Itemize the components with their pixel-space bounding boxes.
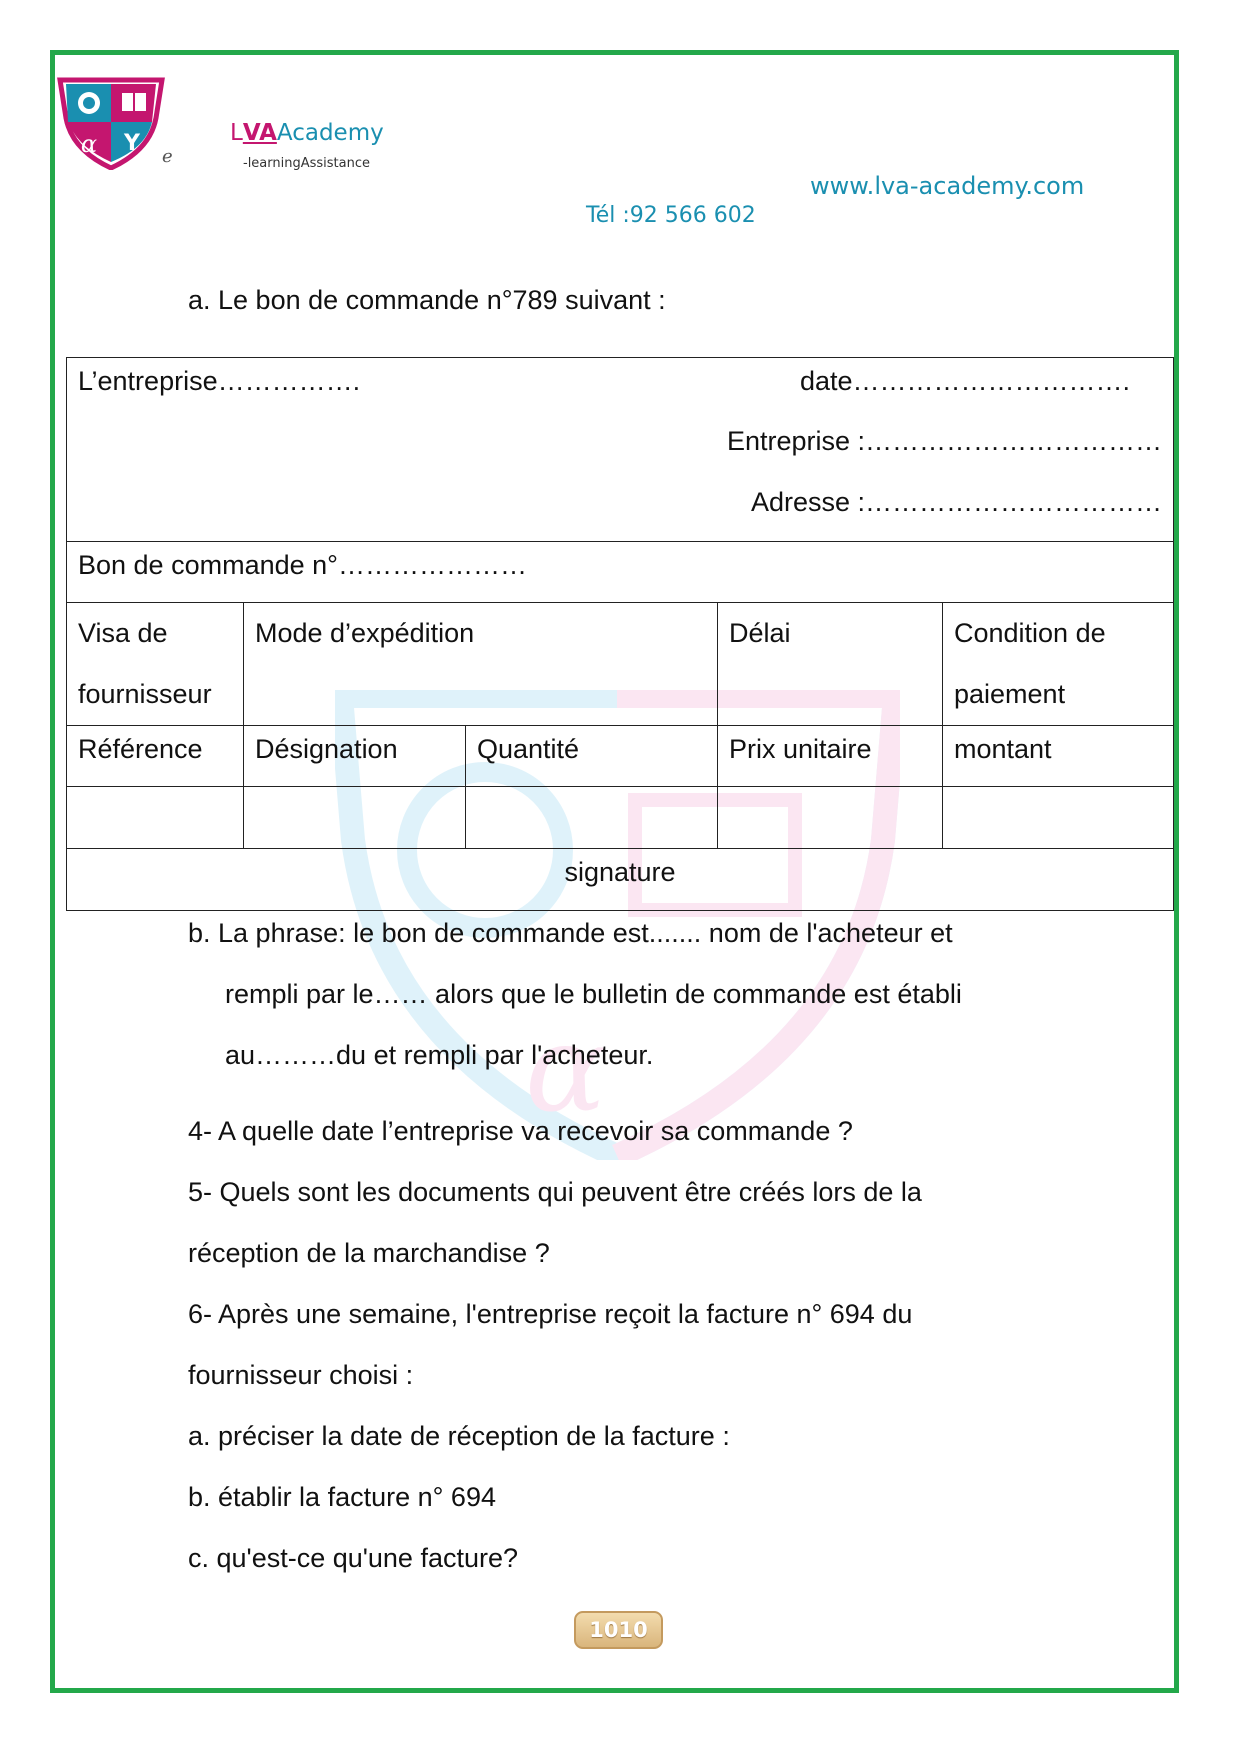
column-header-unit-price: Prix unitaire	[718, 726, 943, 787]
column-header-amount: montant	[943, 726, 1174, 787]
signature-cell: signature	[67, 849, 1174, 911]
section-b-line1: b. La phrase: le bon de commande est....... nom de l'acheteur et	[188, 918, 953, 948]
question-5-line1: 5- Quels sont les documents qui peuvent être créés lors de la	[188, 1177, 922, 1207]
svg-text:α: α	[525, 1000, 607, 1139]
date-field: date………………………….	[800, 366, 1131, 396]
payment-label-line1: Condition de	[954, 618, 1106, 648]
unit-price-cell[interactable]	[718, 787, 943, 849]
column-header-designation: Désignation	[244, 726, 466, 787]
question-5-line2: réception de la marchandise ?	[188, 1238, 550, 1268]
question-4: 4- A quelle date l’entreprise va recevoir sa commande ?	[188, 1116, 853, 1146]
purchase-order-form	[66, 357, 1174, 911]
company-field: L’entreprise…………….	[78, 366, 361, 396]
order-header-cell	[67, 358, 1174, 542]
visa-label-line1: Visa de	[78, 618, 168, 648]
brand-l: L	[230, 120, 243, 146]
website-link[interactable]: www.lva-academy.com	[810, 172, 1085, 200]
brand-academy: Academy	[276, 120, 384, 146]
supplier-address-field: Adresse :……………………………	[751, 487, 1163, 517]
svg-text:Y: Y	[124, 131, 140, 156]
section-b-line2: rempli par le…… alors que le bulletin de commande est établi	[225, 979, 962, 1009]
svg-text:α: α	[80, 130, 98, 158]
page-number-badge: 1010	[574, 1611, 663, 1649]
section-a-title: a. Le bon de commande n°789 suivant :	[188, 285, 666, 315]
brand-va: VA	[242, 120, 277, 146]
question-6b: b. établir la facture n° 694	[188, 1482, 496, 1512]
reference-cell[interactable]	[67, 787, 244, 849]
question-6c: c. qu'est-ce qu'une facture?	[188, 1543, 519, 1573]
question-6a: a. préciser la date de réception de la facture :	[188, 1421, 730, 1451]
visa-label-line2: fournisseur	[78, 679, 212, 709]
payment-condition-cell	[943, 603, 1174, 726]
designation-cell[interactable]	[244, 787, 466, 849]
lva-academy-logo-icon	[56, 76, 166, 170]
delay-cell: Délai	[718, 603, 943, 726]
brand-tagline: -learningAssistance	[243, 156, 370, 171]
shipping-mode-cell: Mode d’expédition	[244, 603, 718, 726]
quantity-cell[interactable]	[466, 787, 718, 849]
section-b-line3: au………du et rempli par l'acheteur.	[225, 1040, 654, 1070]
payment-label-line2: paiement	[954, 679, 1066, 709]
question-6-line2: fournisseur choisi :	[188, 1360, 414, 1390]
order-number-cell: Bon de commande n°…………………	[67, 542, 1174, 603]
amount-cell[interactable]	[943, 787, 1174, 849]
question-6-line1: 6- Après une semaine, l'entreprise reçoit la facture n° 694 du	[188, 1299, 913, 1329]
supplier-visa-cell	[67, 603, 244, 726]
column-header-quantity: Quantité	[466, 726, 718, 787]
table-row	[67, 787, 1174, 849]
logo-letter: e	[162, 146, 173, 167]
supplier-entreprise-field: Entreprise :……………………………	[727, 426, 1163, 456]
phone-number: Tél :92 566 602	[586, 203, 756, 228]
brand-name	[230, 120, 384, 146]
column-header-reference: Référence	[67, 726, 244, 787]
